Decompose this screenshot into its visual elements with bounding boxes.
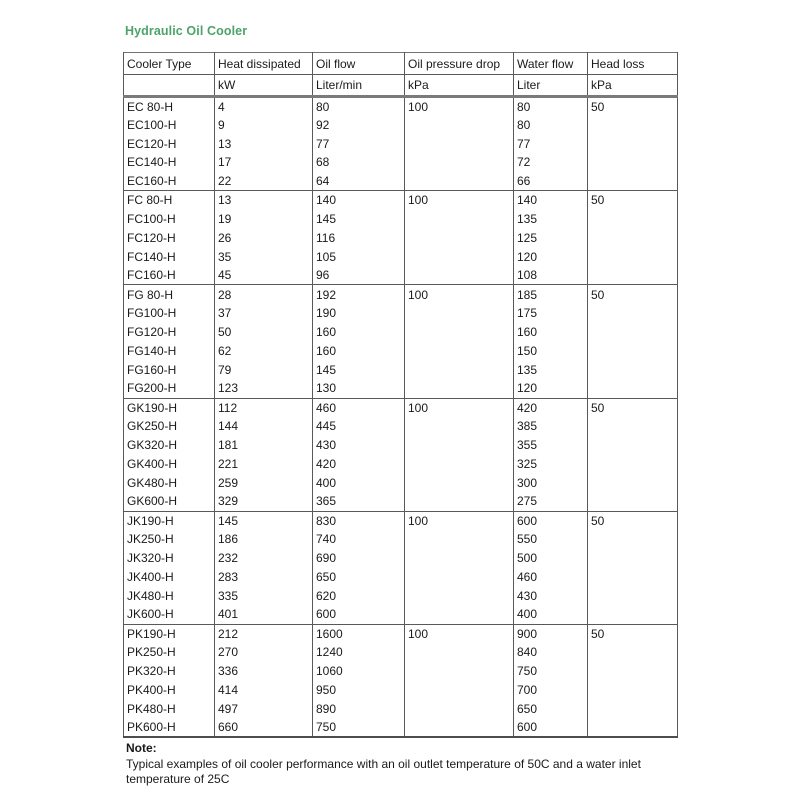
- table-row: [124, 605, 678, 624]
- oil-pressure-drop-cell: [405, 568, 514, 587]
- oil-flow-cell: 460: [313, 398, 405, 417]
- head-loss-cell: [588, 266, 678, 285]
- heat-dissipated-cell: 497: [215, 700, 313, 719]
- oil-flow-cell: 950: [313, 681, 405, 700]
- heat-dissipated-cell: 112: [215, 398, 313, 417]
- head-loss-cell: [588, 586, 678, 605]
- oil-pressure-drop-cell: [405, 153, 514, 172]
- oil-pressure-drop-cell: 100: [405, 398, 514, 417]
- water-flow-cell: 135: [514, 360, 588, 379]
- table-row: [124, 134, 678, 153]
- water-flow-cell: 160: [514, 323, 588, 342]
- water-flow-cell: 460: [514, 568, 588, 587]
- units-row: [124, 75, 678, 97]
- table-row: [124, 153, 678, 172]
- cooler-type-cell: EC100-H: [124, 115, 215, 134]
- oil-pressure-drop-cell: [405, 586, 514, 605]
- oil-pressure-drop-cell: [405, 718, 514, 737]
- cooler-type-cell: JK250-H: [124, 530, 215, 549]
- cooler-type-cell: PK600-H: [124, 718, 215, 737]
- oil-flow-cell: 750: [313, 718, 405, 737]
- water-flow-cell: 125: [514, 228, 588, 247]
- heat-dissipated-cell: 45: [215, 266, 313, 285]
- heat-dissipated-cell: 283: [215, 568, 313, 587]
- table-row: [124, 662, 678, 681]
- document-page: [123, 24, 683, 787]
- water-flow-cell: 80: [514, 115, 588, 134]
- heat-dissipated-cell: 145: [215, 511, 313, 530]
- head-loss-cell: [588, 228, 678, 247]
- water-flow-cell: 325: [514, 455, 588, 474]
- oil-flow-cell: 192: [313, 285, 405, 304]
- oil-pressure-drop-cell: [405, 605, 514, 624]
- oil-pressure-drop-cell: [405, 172, 514, 191]
- heat-dissipated-cell: 35: [215, 247, 313, 266]
- oil-pressure-drop-cell: [405, 492, 514, 511]
- oil-flow-cell: 830: [313, 511, 405, 530]
- water-flow-cell: 840: [514, 643, 588, 662]
- water-flow-cell: 72: [514, 153, 588, 172]
- heat-dissipated-cell: 401: [215, 605, 313, 624]
- cooler-type-cell: EC160-H: [124, 172, 215, 191]
- head-loss-cell: [588, 210, 678, 229]
- heat-dissipated-cell: 259: [215, 473, 313, 492]
- heat-dissipated-cell: 37: [215, 304, 313, 323]
- heat-dissipated-cell: 22: [215, 172, 313, 191]
- table-row: [124, 718, 678, 737]
- head-loss-cell: [588, 323, 678, 342]
- table-row: [124, 323, 678, 342]
- cooler-type-cell: FC 80-H: [124, 191, 215, 210]
- oil-flow-cell: 80: [313, 97, 405, 116]
- unit-cell-head-loss: kPa: [588, 75, 678, 97]
- table-row: [124, 624, 678, 643]
- cooler-type-cell: GK190-H: [124, 398, 215, 417]
- oil-pressure-drop-cell: [405, 115, 514, 134]
- water-flow-cell: 300: [514, 473, 588, 492]
- oil-pressure-drop-cell: 100: [405, 624, 514, 643]
- water-flow-cell: 140: [514, 191, 588, 210]
- cooler-type-cell: GK320-H: [124, 436, 215, 455]
- heat-dissipated-cell: 414: [215, 681, 313, 700]
- heat-dissipated-cell: 212: [215, 624, 313, 643]
- water-flow-cell: 275: [514, 492, 588, 511]
- oil-pressure-drop-cell: [405, 681, 514, 700]
- table-row: [124, 586, 678, 605]
- table-row: [124, 360, 678, 379]
- cooler-type-cell: FG200-H: [124, 379, 215, 398]
- table-row: [124, 341, 678, 360]
- oil-flow-cell: 140: [313, 191, 405, 210]
- oil-flow-cell: 1600: [313, 624, 405, 643]
- table-row: [124, 379, 678, 398]
- oil-flow-cell: 130: [313, 379, 405, 398]
- table-row: [124, 210, 678, 229]
- heat-dissipated-cell: 19: [215, 210, 313, 229]
- water-flow-cell: 385: [514, 417, 588, 436]
- table-row: [124, 115, 678, 134]
- oil-pressure-drop-cell: [405, 700, 514, 719]
- table-row: [124, 492, 678, 511]
- oil-flow-cell: 445: [313, 417, 405, 436]
- heat-dissipated-cell: 336: [215, 662, 313, 681]
- oil-pressure-drop-cell: 100: [405, 511, 514, 530]
- heat-dissipated-cell: 13: [215, 191, 313, 210]
- oil-pressure-drop-cell: [405, 530, 514, 549]
- unit-cell-oil-pressure-drop: kPa: [405, 75, 514, 97]
- water-flow-cell: 600: [514, 718, 588, 737]
- cooler-type-cell: FC160-H: [124, 266, 215, 285]
- oil-pressure-drop-cell: [405, 436, 514, 455]
- col-header-water-flow: Water flow: [514, 53, 588, 75]
- oil-pressure-drop-cell: [405, 323, 514, 342]
- water-flow-cell: 400: [514, 605, 588, 624]
- cooler-table: [123, 52, 678, 738]
- oil-flow-cell: 1240: [313, 643, 405, 662]
- oil-pressure-drop-cell: [405, 210, 514, 229]
- oil-pressure-drop-cell: [405, 379, 514, 398]
- oil-flow-cell: 96: [313, 266, 405, 285]
- head-loss-cell: 50: [588, 285, 678, 304]
- heat-dissipated-cell: 660: [215, 718, 313, 737]
- head-loss-cell: [588, 643, 678, 662]
- water-flow-cell: 108: [514, 266, 588, 285]
- cooler-type-cell: JK480-H: [124, 586, 215, 605]
- table-row: [124, 473, 678, 492]
- table-head: [124, 53, 678, 97]
- table-row: [124, 304, 678, 323]
- oil-pressure-drop-cell: [405, 247, 514, 266]
- cooler-type-cell: PK480-H: [124, 700, 215, 719]
- col-header-cooler-type: Cooler Type: [124, 53, 215, 75]
- table-row: [124, 568, 678, 587]
- oil-flow-cell: 1060: [313, 662, 405, 681]
- oil-flow-cell: 600: [313, 605, 405, 624]
- water-flow-cell: 650: [514, 700, 588, 719]
- water-flow-cell: 150: [514, 341, 588, 360]
- oil-pressure-drop-cell: [405, 134, 514, 153]
- table-row: [124, 191, 678, 210]
- head-loss-cell: 50: [588, 624, 678, 643]
- water-flow-cell: 66: [514, 172, 588, 191]
- table-row: [124, 511, 678, 530]
- head-loss-cell: 50: [588, 191, 678, 210]
- cooler-type-cell: FG 80-H: [124, 285, 215, 304]
- col-header-oil-pressure-drop: Oil pressure drop: [405, 53, 514, 75]
- water-flow-cell: 900: [514, 624, 588, 643]
- head-loss-cell: [588, 304, 678, 323]
- head-loss-cell: [588, 153, 678, 172]
- head-loss-cell: 50: [588, 97, 678, 116]
- oil-pressure-drop-cell: 100: [405, 285, 514, 304]
- heat-dissipated-cell: 28: [215, 285, 313, 304]
- oil-pressure-drop-cell: 100: [405, 191, 514, 210]
- water-flow-cell: 750: [514, 662, 588, 681]
- head-loss-cell: 50: [588, 511, 678, 530]
- table-row: [124, 455, 678, 474]
- oil-flow-cell: 430: [313, 436, 405, 455]
- oil-flow-cell: 64: [313, 172, 405, 191]
- head-loss-cell: [588, 172, 678, 191]
- table-row: [124, 398, 678, 417]
- heat-dissipated-cell: 13: [215, 134, 313, 153]
- cooler-type-cell: JK600-H: [124, 605, 215, 624]
- oil-flow-cell: 420: [313, 455, 405, 474]
- water-flow-cell: 700: [514, 681, 588, 700]
- table-row: [124, 549, 678, 568]
- heat-dissipated-cell: 50: [215, 323, 313, 342]
- heat-dissipated-cell: 123: [215, 379, 313, 398]
- water-flow-cell: 77: [514, 134, 588, 153]
- water-flow-cell: 175: [514, 304, 588, 323]
- heat-dissipated-cell: 232: [215, 549, 313, 568]
- head-loss-cell: [588, 455, 678, 474]
- cooler-type-cell: FC100-H: [124, 210, 215, 229]
- unit-cell-heat-dissipated: kW: [215, 75, 313, 97]
- oil-flow-cell: 620: [313, 586, 405, 605]
- unit-cell-water-flow: Liter: [514, 75, 588, 97]
- oil-flow-cell: 92: [313, 115, 405, 134]
- head-loss-cell: [588, 379, 678, 398]
- oil-flow-cell: 160: [313, 323, 405, 342]
- cooler-type-cell: PK320-H: [124, 662, 215, 681]
- table-row: [124, 700, 678, 719]
- oil-pressure-drop-cell: [405, 549, 514, 568]
- oil-flow-cell: 740: [313, 530, 405, 549]
- oil-pressure-drop-cell: [405, 228, 514, 247]
- unit-cell-cooler-type: [124, 75, 215, 97]
- cooler-type-cell: FG160-H: [124, 360, 215, 379]
- table-row: [124, 681, 678, 700]
- water-flow-cell: 120: [514, 379, 588, 398]
- oil-flow-cell: 400: [313, 473, 405, 492]
- note: [126, 741, 686, 787]
- heat-dissipated-cell: 9: [215, 115, 313, 134]
- water-flow-cell: 80: [514, 97, 588, 116]
- heat-dissipated-cell: 4: [215, 97, 313, 116]
- head-loss-cell: [588, 700, 678, 719]
- cooler-type-cell: EC120-H: [124, 134, 215, 153]
- oil-pressure-drop-cell: [405, 643, 514, 662]
- oil-pressure-drop-cell: [405, 662, 514, 681]
- heat-dissipated-cell: 186: [215, 530, 313, 549]
- water-flow-cell: 420: [514, 398, 588, 417]
- head-loss-cell: [588, 681, 678, 700]
- water-flow-cell: 135: [514, 210, 588, 229]
- head-loss-cell: [588, 568, 678, 587]
- table-row: [124, 266, 678, 285]
- table-body: [124, 97, 678, 738]
- table-row: [124, 285, 678, 304]
- table-row: [124, 530, 678, 549]
- note-text: Typical examples of oil cooler performance with an oil outlet temperature of 50C and a water inlet temperature of 25C: [126, 756, 641, 786]
- table-row: [124, 172, 678, 191]
- oil-pressure-drop-cell: [405, 473, 514, 492]
- head-loss-cell: [588, 341, 678, 360]
- oil-flow-cell: 68: [313, 153, 405, 172]
- col-header-oil-flow: Oil flow: [313, 53, 405, 75]
- cooler-type-cell: GK480-H: [124, 473, 215, 492]
- oil-flow-cell: 690: [313, 549, 405, 568]
- head-loss-cell: [588, 134, 678, 153]
- page-title: Hydraulic Oil Cooler: [125, 24, 248, 38]
- head-loss-cell: [588, 662, 678, 681]
- heat-dissipated-cell: 221: [215, 455, 313, 474]
- oil-pressure-drop-cell: [405, 417, 514, 436]
- heat-dissipated-cell: 329: [215, 492, 313, 511]
- cooler-type-cell: FC120-H: [124, 228, 215, 247]
- water-flow-cell: 120: [514, 247, 588, 266]
- oil-flow-cell: 650: [313, 568, 405, 587]
- cooler-type-cell: FG120-H: [124, 323, 215, 342]
- heat-dissipated-cell: 181: [215, 436, 313, 455]
- heat-dissipated-cell: 26: [215, 228, 313, 247]
- cooler-type-cell: PK250-H: [124, 643, 215, 662]
- cooler-type-cell: FC140-H: [124, 247, 215, 266]
- cooler-type-cell: PK190-H: [124, 624, 215, 643]
- cooler-type-cell: GK600-H: [124, 492, 215, 511]
- water-flow-cell: 550: [514, 530, 588, 549]
- table-row: [124, 97, 678, 116]
- heat-dissipated-cell: 62: [215, 341, 313, 360]
- note-label: Note:: [126, 741, 157, 756]
- cooler-type-cell: EC 80-H: [124, 97, 215, 116]
- heat-dissipated-cell: 144: [215, 417, 313, 436]
- oil-flow-cell: 160: [313, 341, 405, 360]
- water-flow-cell: 500: [514, 549, 588, 568]
- head-loss-cell: [588, 492, 678, 511]
- oil-flow-cell: 890: [313, 700, 405, 719]
- water-flow-cell: 185: [514, 285, 588, 304]
- oil-flow-cell: 145: [313, 210, 405, 229]
- head-loss-cell: [588, 247, 678, 266]
- table-row: [124, 436, 678, 455]
- oil-pressure-drop-cell: [405, 455, 514, 474]
- table-row: [124, 643, 678, 662]
- table-row: [124, 247, 678, 266]
- head-loss-cell: [588, 115, 678, 134]
- cooler-type-cell: PK400-H: [124, 681, 215, 700]
- head-loss-cell: [588, 549, 678, 568]
- cooler-type-cell: JK190-H: [124, 511, 215, 530]
- unit-cell-oil-flow: Liter/min: [313, 75, 405, 97]
- col-header-head-loss: Head loss: [588, 53, 678, 75]
- oil-flow-cell: 365: [313, 492, 405, 511]
- cooler-type-cell: JK320-H: [124, 549, 215, 568]
- oil-flow-cell: 145: [313, 360, 405, 379]
- oil-flow-cell: 105: [313, 247, 405, 266]
- oil-pressure-drop-cell: [405, 266, 514, 285]
- water-flow-cell: 430: [514, 586, 588, 605]
- cooler-type-cell: GK250-H: [124, 417, 215, 436]
- water-flow-cell: 355: [514, 436, 588, 455]
- head-loss-cell: [588, 360, 678, 379]
- col-header-heat-dissipated: Heat dissipated: [215, 53, 313, 75]
- header-row: [124, 53, 678, 75]
- cooler-type-cell: JK400-H: [124, 568, 215, 587]
- head-loss-cell: 50: [588, 398, 678, 417]
- head-loss-cell: [588, 417, 678, 436]
- oil-pressure-drop-cell: [405, 304, 514, 323]
- oil-pressure-drop-cell: 100: [405, 97, 514, 116]
- head-loss-cell: [588, 605, 678, 624]
- head-loss-cell: [588, 473, 678, 492]
- water-flow-cell: 600: [514, 511, 588, 530]
- oil-pressure-drop-cell: [405, 360, 514, 379]
- oil-pressure-drop-cell: [405, 341, 514, 360]
- table-row: [124, 417, 678, 436]
- heat-dissipated-cell: 17: [215, 153, 313, 172]
- head-loss-cell: [588, 718, 678, 737]
- oil-flow-cell: 116: [313, 228, 405, 247]
- cooler-type-cell: FG100-H: [124, 304, 215, 323]
- head-loss-cell: [588, 436, 678, 455]
- table-row: [124, 228, 678, 247]
- cooler-type-cell: FG140-H: [124, 341, 215, 360]
- head-loss-cell: [588, 530, 678, 549]
- oil-flow-cell: 190: [313, 304, 405, 323]
- heat-dissipated-cell: 270: [215, 643, 313, 662]
- heat-dissipated-cell: 335: [215, 586, 313, 605]
- heat-dissipated-cell: 79: [215, 360, 313, 379]
- cooler-type-cell: GK400-H: [124, 455, 215, 474]
- oil-flow-cell: 77: [313, 134, 405, 153]
- cooler-type-cell: EC140-H: [124, 153, 215, 172]
